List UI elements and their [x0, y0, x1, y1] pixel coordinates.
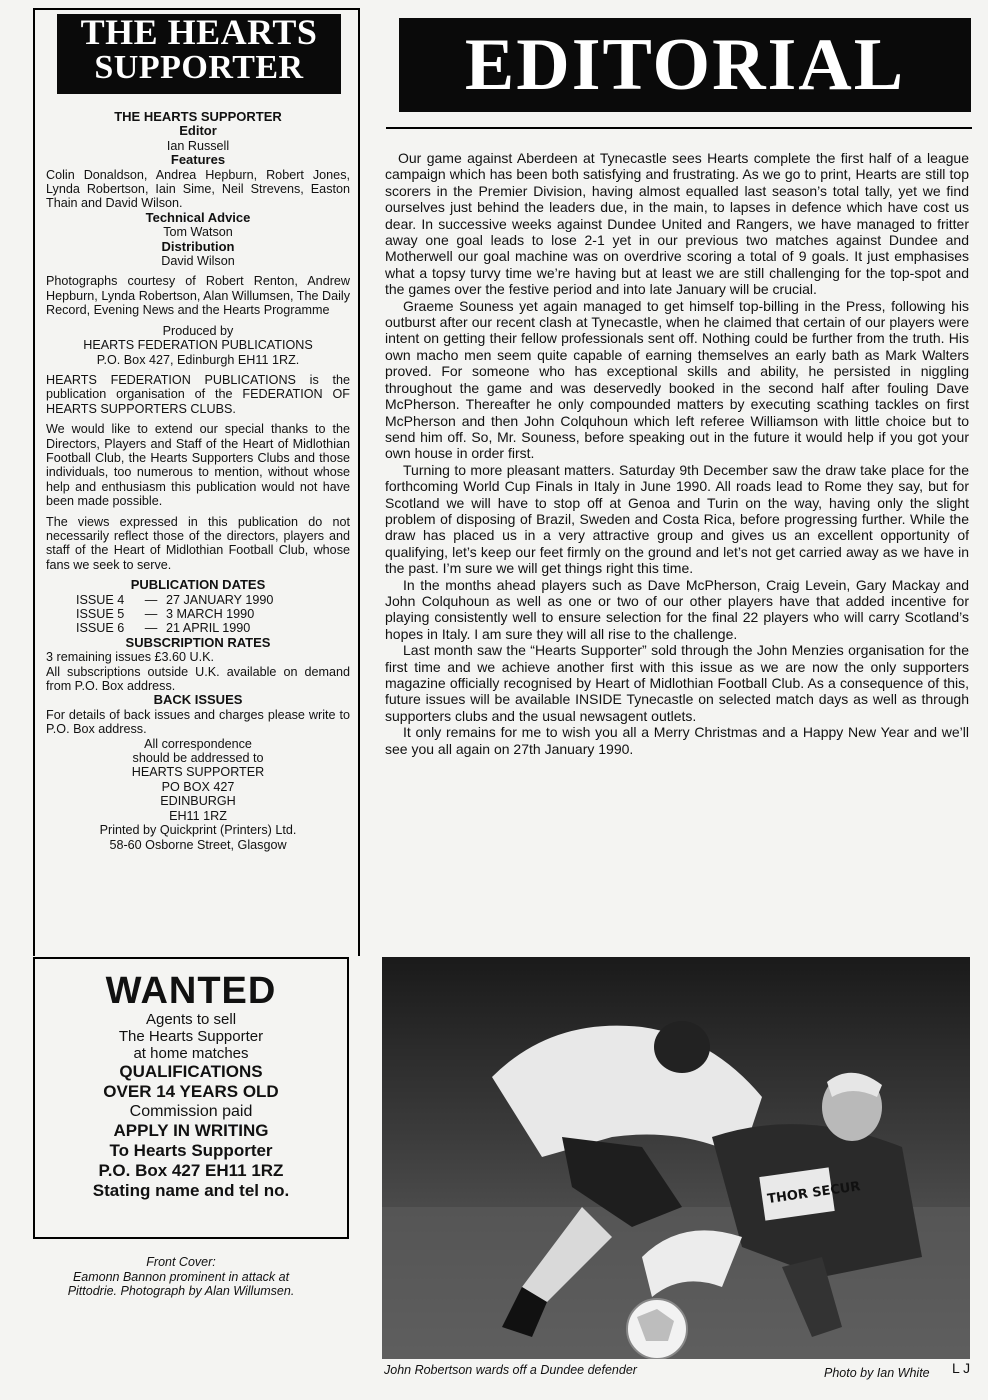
distribution-name: David Wilson	[161, 254, 235, 269]
photographs-credit: Photographs courtesy of Robert Renton, Andrew Hepburn, Lynda Robertson, Alan Willumsen, The Daily Record, Evening News and the Hearts Programme	[46, 274, 350, 318]
issue-date: 3 MARCH 1990	[166, 607, 255, 621]
correspondence-line1: All correspondence	[144, 736, 252, 751]
wanted-title: WANTED	[105, 970, 277, 1012]
correspondence-line2: should be addressed to	[132, 751, 264, 766]
printer-line2: 58-60 Osborne Street, Glasgow	[109, 837, 287, 852]
front-cover-text: Eamonn Bannon prominent in attack at	[72, 1269, 290, 1284]
wanted-advert	[33, 957, 349, 1239]
editorial-paragraph: Our game against Aberdeen at Tynecastle sees Hearts complete the first half of a league campaign which has been both satisfying and frustrating. As we go to print, Hearts are still top scorers in the Premier Division, having almost equalled last season’s total tally, yet we find ourselves just behind the leaders due, in the main, to lapses in defence which have cost us dear. In successive weeks against Dundee United and Rangers, we have managed to fritter away one goal leads to lose 2-1 yet in our previous two matches against Dundee and Motherwell our goal machine was on overdrive scoring a total of 9 goals. It just emphasises what a topsy turvy time we’re having but at least we are still challenging for the top-spot and the games over the festive period and into late January will be crucial.	[385, 150, 969, 298]
masthead	[57, 14, 341, 94]
issue-row	[46, 621, 350, 635]
top-border	[33, 8, 360, 10]
issue-dash: —	[144, 607, 158, 621]
shirt-sponsor-text: THOR SECUR	[766, 1179, 862, 1208]
editorial-paragraph: Graeme Souness yet again managed to get himself top-billing in the Press, following his outburst after our recent clash at Tynecastle, when he claimed that certain of our players were intent on getting their fellow professionals sent off. Nothing could be further from the truth. His own macho men seem quite capable of earning themselves an early bath as Mark Walters proved. For someone who has exceptional skills and ability, he persisted in niggling throughout the game and was deservedly booked in the second half after fouling Dave McPherson. Thereafter he only compounded matters by executing scathing tackles on first McPherson and then John Colquhoun which left referee Williamson with little choice but to send him off. So, Mr. Souness, before speaking out in the future it would help if you got your own house in order first.	[385, 297, 969, 462]
producer-name: HEARTS FEDERATION PUBLICATIONS	[83, 338, 313, 353]
issue-number: ISSUE 4	[76, 592, 125, 607]
subscription-line2: All subscriptions outside U.K. available on demand from P.O. Box address.	[46, 664, 350, 694]
column-divider	[358, 8, 360, 956]
match-photo-image	[382, 957, 970, 1359]
features-names: Colin Donaldson, Andrea Hepburn, Robert Jones, Lynda Robertson, Iain Sime, Neil Strevens, Easton Thain and David Wilson.	[46, 167, 350, 211]
technical-name: Tom Watson	[163, 225, 233, 240]
thanks-text: We would like to extend our special thanks to the Directors, Players and Staff of the Heart of Midlothian Football Club, the Hearts Supporters Clubs and those individuals, too numerous to mention, without whose help and enthusiasm this publication would not have been made possible.	[46, 422, 350, 509]
editorial-rule	[386, 127, 972, 129]
issue-date: 27 JANUARY 1990	[166, 592, 274, 607]
publisher-note: HEARTS FEDERATION PUBLICATIONS is the publication organisation of the FEDERATION OF HEARTS SUPPORTERS CLUBS.	[46, 372, 350, 416]
front-cover-text: Pittodrie. Photograph by Alan Willumsen.	[67, 1284, 295, 1298]
left-border	[33, 8, 35, 956]
photo-credit: Photo by Ian White	[824, 1366, 930, 1380]
issue-date: 21 APRIL 1990	[166, 621, 251, 636]
editorial-paragraph: Turning to more pleasant matters. Saturday 9th December saw the draw take place for the forthcoming World Cup Finals in Italy in June 1990. All roads lead to Rome they say, but for Scotland we will have to stop off at Genoa and Turin on the way, having only the slight problem of disposing of Brazil, Sweden and Costa Rica, before progressing further. While the draw has placed us in a very attractive group and gives us an excellent opportunity of qualifying, let’s keep our feet firmly on the ground and let’s not get carried away as we have in the past. I’m sure we will get things right this time.	[385, 461, 969, 577]
front-cover-note	[36, 1255, 326, 1299]
masthead-line2: SUPPORTER	[94, 49, 304, 86]
address-line1: HEARTS SUPPORTER	[131, 765, 265, 780]
produced-by: Produced by	[162, 323, 234, 338]
editorial-paragraph: It only remains for me to wish you all a Merry Christmas and a Happy New Year and we’ll see you all again on 27th January 1990.	[385, 724, 969, 757]
wanted-line: APPLY IN WRITING	[113, 1121, 269, 1140]
features-heading: Features	[170, 152, 226, 168]
issue-number: ISSUE 5	[76, 607, 125, 621]
back-issues-text: For details of back issues and charges please write to P.O. Box address.	[46, 707, 350, 737]
issue-row	[46, 593, 350, 607]
issue-dash: —	[144, 621, 158, 636]
editorial-paragraph: In the months ahead players such as Dave McPherson, Craig Levein, Gary Mackay and John Colquhoun as well as one or two of our other players have that added incentive for playing consistently well to ensure selection for the final 22 players who will carry Scotland’s hopes in Italy. I am sure they will all rise to the challenge.	[385, 576, 969, 642]
publication-dates-heading: PUBLICATION DATES	[130, 577, 266, 593]
address-line4: EH11 1RZ	[169, 808, 227, 823]
technical-heading: Technical Advice	[145, 209, 251, 225]
match-photo	[382, 957, 970, 1359]
masthead-line1: THE HEARTS	[80, 12, 318, 52]
editorial-banner: EDITORIAL	[399, 18, 971, 112]
issue-row	[46, 607, 350, 621]
disclaimer-text: The views expressed in this publication do not necessarily reflect those of the directors, players and staff of the Heart of Midlothian Football Club, whose fans we seek to serve.	[46, 514, 350, 572]
subscription-line1: 3 remaining issues £3.60 U.K.	[46, 650, 215, 665]
wanted-line: Agents to sell	[145, 1011, 237, 1028]
address-line2: PO BOX 427	[161, 779, 235, 794]
front-cover-label: Front Cover:	[146, 1255, 216, 1269]
address-line3: EDINBURGH	[160, 794, 236, 809]
wanted-line: The Hearts Supporter	[118, 1028, 264, 1045]
staff-column	[46, 110, 350, 852]
staff-title: THE HEARTS SUPPORTER	[114, 109, 282, 124]
issue-dash: —	[144, 592, 158, 607]
printer-line1: Printed by Quickprint (Printers) Ltd.	[99, 823, 297, 838]
editor-heading: Editor	[179, 123, 217, 139]
editorial-body	[385, 150, 969, 757]
photo-caption: John Robertson wards off a Dundee defender	[384, 1363, 637, 1377]
editor-name: Ian Russell	[166, 138, 230, 153]
subscription-heading: SUBSCRIPTION RATES	[125, 634, 271, 650]
wanted-line: P.O. Box 427 EH11 1RZ	[98, 1161, 284, 1180]
wanted-line: QUALIFICATIONS	[119, 1062, 263, 1081]
wanted-line: To Hearts Supporter	[109, 1141, 273, 1160]
wanted-line: OVER 14 YEARS OLD	[103, 1082, 279, 1101]
producer-address: P.O. Box 427, Edinburgh EH11 1RZ.	[96, 352, 300, 367]
distribution-heading: Distribution	[161, 238, 235, 254]
back-issues-heading: BACK ISSUES	[153, 692, 243, 708]
wanted-line: Stating name and tel no.	[92, 1181, 290, 1200]
editorial-paragraph: Last month saw the “Hearts Supporter” sold through the John Menzies organisation for the first time and we achieve another first with this issue as we are now the only supporters magazine officially recognised by Heart of Midlothian Football Club. As a consequence of this, future issues will be available INSIDE Tynecastle on selected match days as well as through supporters clubs and the usual newsagent outlets.	[385, 642, 969, 724]
page-mark: L J	[952, 1360, 971, 1376]
wanted-line: at home matches	[133, 1045, 249, 1062]
wanted-line: Commission paid	[129, 1103, 253, 1120]
issue-number: ISSUE 6	[76, 621, 125, 636]
